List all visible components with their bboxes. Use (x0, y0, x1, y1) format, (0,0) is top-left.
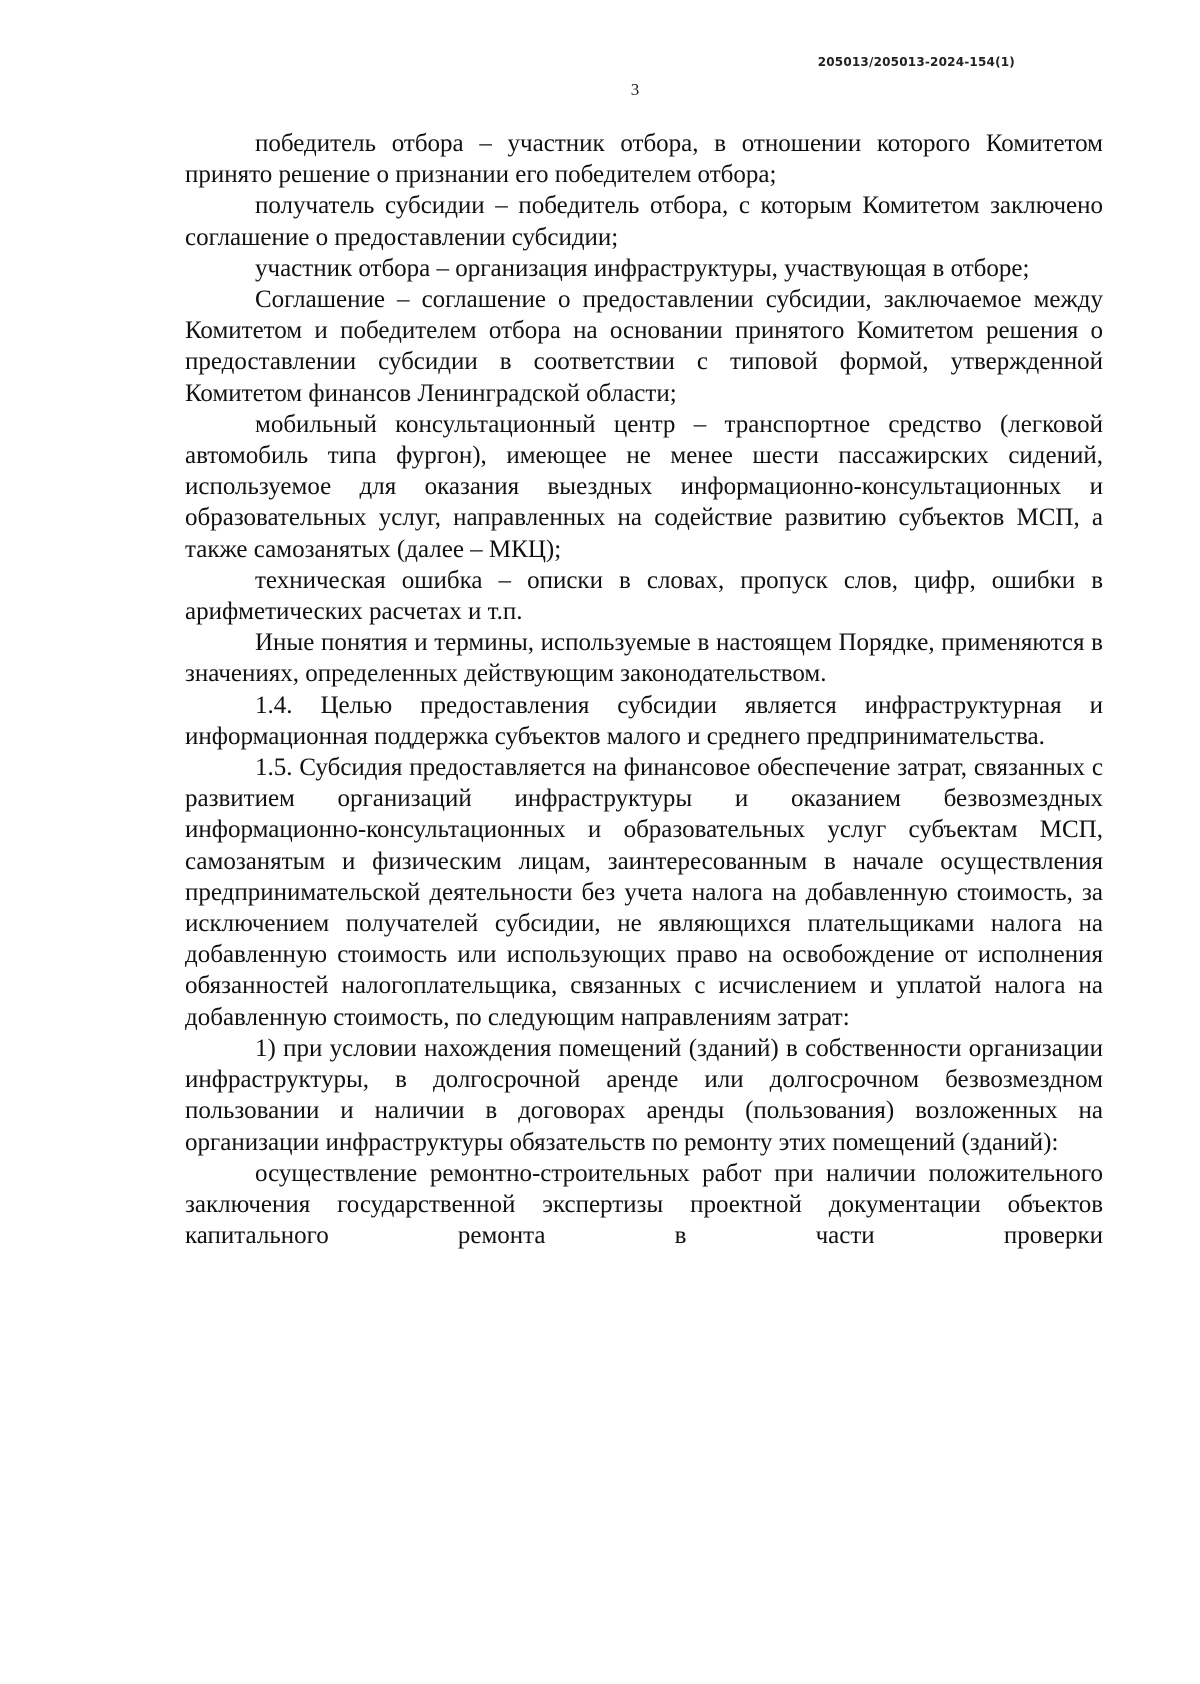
paragraph-other-terms: Иные понятия и термины, используемые в настоящем Порядке, применяются в значениях, определенных действующим законодательством. (185, 629, 1103, 688)
document-body (185, 128, 1103, 1251)
document-id: 205013/205013-2024-154(1) (817, 55, 1015, 69)
paragraph-item-1-premises: 1) при условии нахождения помещений (зданий) в собственности организации инфраструктуры, в долгосрочной аренде или долгосрочном безвозмездном пользовании и наличии в договорах аренды (пользования) возложенных на организации инфраструктуры обязательств по ремонту этих помещений (зданий): (185, 1034, 1103, 1156)
paragraph-repair-works: осуществление ремонтно-строительных работ при наличии положительного заключения государственной экспертизы проектной документации объектов капитального ремонта в части проверки (185, 1159, 1103, 1250)
paragraph-recipient-definition: получатель субсидии – победитель отбора, с которым Комитетом заключено соглашение о предоставлении субсидии; (185, 192, 1103, 251)
paragraph-mobile-center-definition: мобильный консультационный центр – транспортное средство (легковой автомобиль типа фургон), имеющее не менее шести пассажирских сидений, используемое для оказания выездных информационно-консультационных и образовательных услуг, направленных на содействие развитию субъектов МСП, а также самозанятых (далее – МКЦ); (185, 410, 1103, 563)
paragraph-1-4-purpose: 1.4. Целью предоставления субсидии является инфраструктурная и информационная поддержка субъектов малого и среднего предпринимательства. (185, 691, 1103, 750)
paragraph-winner-definition: победитель отбора – участник отбора, в отношении которого Комитетом принято решение о признании его победителем отбора; (185, 130, 1103, 189)
paragraph-1-5-subsidy-costs: 1.5. Субсидия предоставляется на финансовое обеспечение затрат, связанных с развитием организаций инфраструктуры и оказанием безвозмездных информационно-консультационных и образовательных услуг субъектам МСП, самозанятым и физическим лицам, заинтересованным в начале осуществления предпринимательской деятельности без учета налога на добавленную стоимость, за исключением получателей субсидии, не являющихся плательщиками налога на добавленную стоимость или использующих право на освобождение от исполнения обязанностей налогоплательщика, связанных с исчислением и уплатой налога на добавленную стоимость, по следующим направлениям затрат: (185, 754, 1103, 1031)
page-number: 3 (630, 80, 640, 99)
paragraph-agreement-definition: Соглашение – соглашение о предоставлении субсидии, заключаемое между Комитетом и победителем отбора на основании принятого Комитетом решения о предоставлении субсидии в соответствии с типовой формой, утвержденной Комитетом финансов Ленинградской области; (185, 286, 1103, 407)
paragraph-participant-definition: участник отбора – организация инфраструктуры, участвующая в отборе; (255, 254, 1030, 282)
paragraph-technical-error-definition: техническая ошибка – описки в словах, пропуск слов, цифр, ошибки в арифметических расчетах и т.п. (185, 566, 1103, 626)
